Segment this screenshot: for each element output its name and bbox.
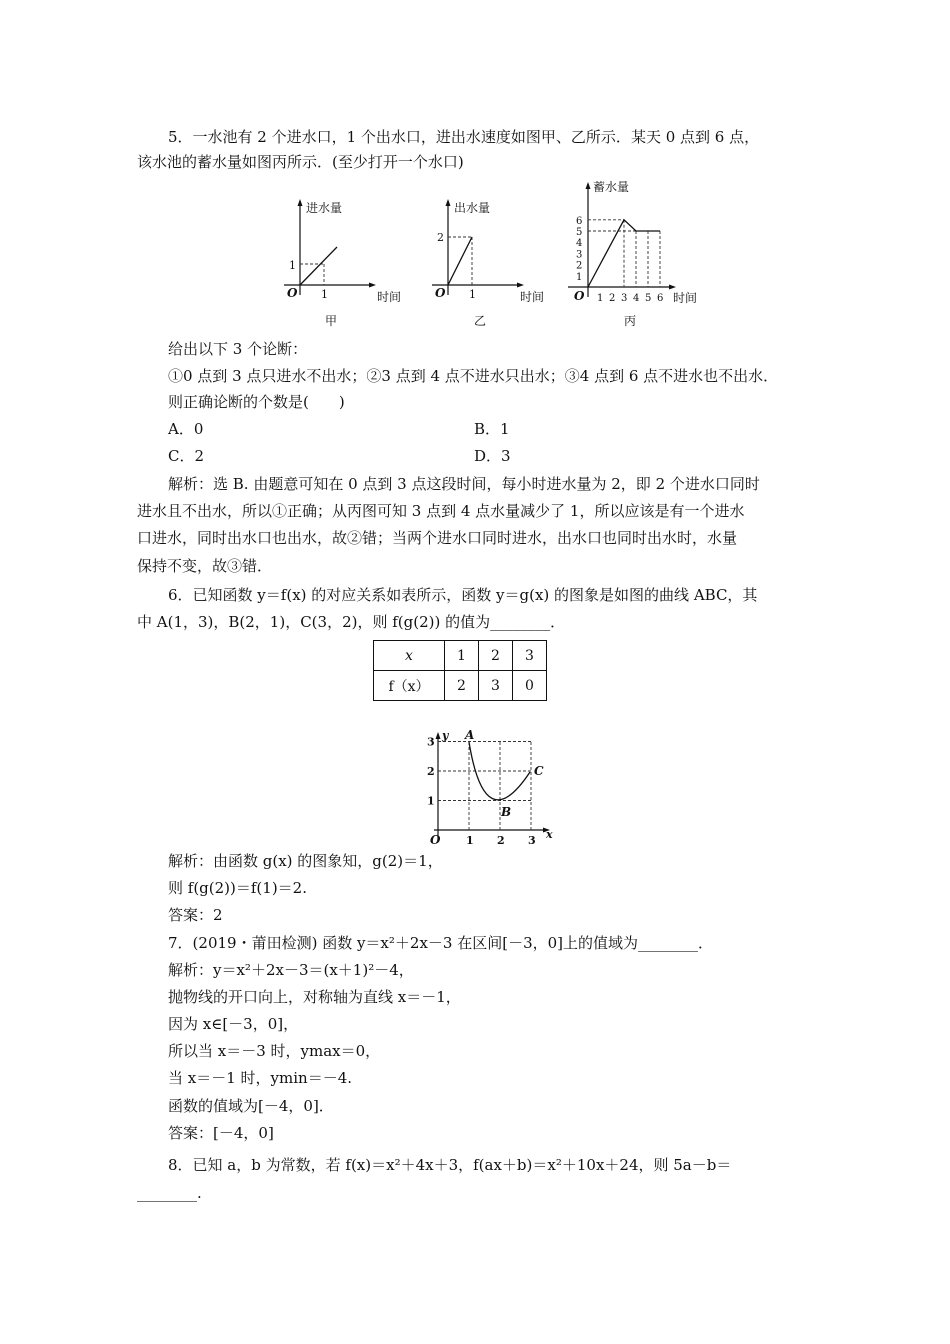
bing-xtick: 1: [597, 293, 604, 304]
bing-xtick: 3: [621, 293, 628, 304]
yi-outflow-line: [448, 237, 472, 285]
bing-ytick: 5: [576, 227, 583, 238]
table-cell: 1: [445, 641, 479, 671]
bing-xtick: 2: [609, 293, 616, 304]
q6-stem-line2: 中 A(1，3)，B(2，1)，C(3，2)，则 f(g(2)) 的值为________．: [137, 613, 566, 631]
q7-analysis-line1: 解析：y＝x²＋2x－3＝(x＋1)²－4，: [168, 961, 414, 979]
bing-ytick: 4: [576, 238, 583, 250]
q7-analysis-line3: 因为 x∈[－3，0]，: [168, 1015, 299, 1033]
q6-analysis-line2: 则 f(g(2))＝f(1)＝2.: [168, 879, 307, 897]
table-cell: 2: [445, 671, 479, 701]
bing-ytick: 1: [576, 271, 583, 283]
yi-xtick: 1: [469, 288, 476, 301]
q5-option-c: C．2: [168, 447, 205, 465]
g-point-c: C: [534, 764, 544, 778]
q5-option-a: A．0: [168, 420, 204, 438]
jia-caption: 甲: [325, 314, 338, 328]
q8-stem-line2: ________.: [137, 1184, 202, 1202]
jia-xlabel: 时间: [377, 290, 402, 304]
g-xtick: 2: [497, 834, 505, 847]
g-xtick: 1: [466, 834, 474, 847]
table-cell: 3: [513, 641, 547, 671]
yi-x-arrow-icon: [517, 283, 524, 288]
jia-inflow-line: [300, 247, 337, 285]
q6-answer: 答案：2: [168, 906, 223, 924]
q5-analysis-line1: 解析：选 B. 由题意可知在 0 点到 3 点这段时间，每小时进水量为 2，即 2 个进水口同时: [168, 475, 760, 493]
table-row: [374, 641, 547, 671]
q5-stem-line1: 5．一水池有 2 个进水口，1 个出水口，进出水速度如图甲、乙所示．某天 0 点到 6 点，: [168, 128, 760, 146]
table-header-fx: f（x）: [374, 671, 445, 701]
jia-origin: O: [287, 286, 298, 300]
q7-analysis-line5: 当 x＝－1 时，ymin＝－4.: [168, 1069, 353, 1087]
table-cell: 0: [513, 671, 547, 701]
bing-xtick: 4: [633, 293, 640, 304]
g-ytick: 2: [427, 765, 435, 778]
g-origin: O: [430, 833, 441, 847]
bing-y-arrow-icon: [586, 182, 591, 189]
figure-yi-outflow: [420, 195, 560, 335]
q5-option-b: B．1: [474, 420, 510, 438]
q5-claims: ①0 点到 3 点只进水不出水；②3 点到 4 点不进水只出水；③4 点到 6 点不进水也不出水．: [168, 367, 779, 385]
q5-intro: 给出以下 3 个论断：: [168, 340, 308, 358]
q5-ask: 则正确论断的个数是( ): [168, 393, 345, 411]
g-ytick: 1: [427, 794, 435, 808]
g-xlabel: x: [546, 828, 553, 841]
q5-stem-line2: 该水池的蓄水量如图丙所示．(至少打开一个水口): [137, 153, 464, 171]
bing-ytick: 3: [576, 249, 583, 261]
g-xtick: 3: [528, 834, 536, 847]
bing-origin: O: [574, 289, 585, 303]
jia-xtick: 1: [321, 288, 328, 301]
bing-ytick: 2: [576, 260, 583, 272]
table-cell: 2: [479, 641, 513, 671]
q7-stem: 7．(2019・莆田检测) 函数 y＝x²＋2x－3 在区间[－3，0]上的值域为________．: [168, 934, 714, 952]
table-cell: 3: [479, 671, 513, 701]
q5-option-d: D．3: [474, 447, 511, 465]
yi-y-arrow-icon: [446, 199, 451, 206]
g-ytick: 3: [427, 735, 435, 749]
g-point-b: B: [501, 805, 512, 819]
q6-analysis-line1: 解析：由函数 g(x) 的图象知，g(2)＝1，: [168, 852, 443, 870]
figure-bing-storage: [560, 175, 710, 335]
q5-analysis-line3: 口进水，同时出水口也出水，故②错；当两个进水口同时进水，出水口也同时出水时，水量: [137, 529, 738, 547]
jia-y-arrow-icon: [298, 199, 303, 206]
q7-answer: 答案：[－4，0]: [168, 1124, 274, 1142]
bing-xtick: 5: [645, 293, 652, 304]
function-table: [373, 640, 547, 701]
q7-analysis-line6: 函数的值域为[－4，0]．: [168, 1097, 334, 1115]
figure-jia-inflow: [272, 195, 412, 335]
bing-xlabel: 时间: [673, 291, 698, 305]
yi-caption: 乙: [474, 314, 487, 328]
jia-x-arrow-icon: [369, 283, 376, 288]
q5-analysis-line2: 进水且不出水，所以①正确；从丙图可知 3 点到 4 点水量减少了 1，所以应该是有一个进水: [137, 502, 745, 520]
q5-analysis-line4: 保持不变，故③错．: [137, 557, 273, 575]
table-row: [374, 671, 547, 701]
yi-xlabel: 时间: [520, 290, 545, 304]
bing-xtick: 6: [657, 293, 664, 304]
g-y-arrow-icon: [436, 732, 441, 739]
q8-stem-line1: 8．已知 a，b 为常数，若 f(x)＝x²＋4x＋3，f(ax＋b)＝x²＋10x＋24，则 5a－b＝: [168, 1156, 732, 1174]
q7-analysis-line4: 所以当 x＝－3 时，ymax＝0，: [168, 1042, 381, 1060]
bing-caption: 丙: [624, 314, 637, 328]
jia-ylabel: 进水量: [306, 201, 343, 215]
yi-ylabel: 出水量: [454, 201, 491, 215]
q7-analysis-line2: 抛物线的开口向上，对称轴为直线 x＝－1，: [168, 988, 461, 1006]
jia-ytick: 1: [289, 259, 296, 272]
q6-stem-line1: 6．已知函数 y＝f(x) 的对应关系如表所示，函数 y＝g(x) 的图象是如图的曲线 ABC，其: [168, 586, 758, 604]
yi-ytick: 2: [437, 231, 444, 244]
yi-origin: O: [435, 286, 446, 300]
g-ylabel: y: [442, 729, 449, 742]
bing-ytick: 6: [576, 215, 583, 227]
g-point-a: A: [465, 728, 475, 742]
bing-ylabel: 蓄水量: [593, 180, 630, 194]
table-header-x: x: [374, 641, 445, 671]
figure-g-graph: [420, 728, 570, 853]
bing-x-arrow-icon: [669, 285, 676, 290]
